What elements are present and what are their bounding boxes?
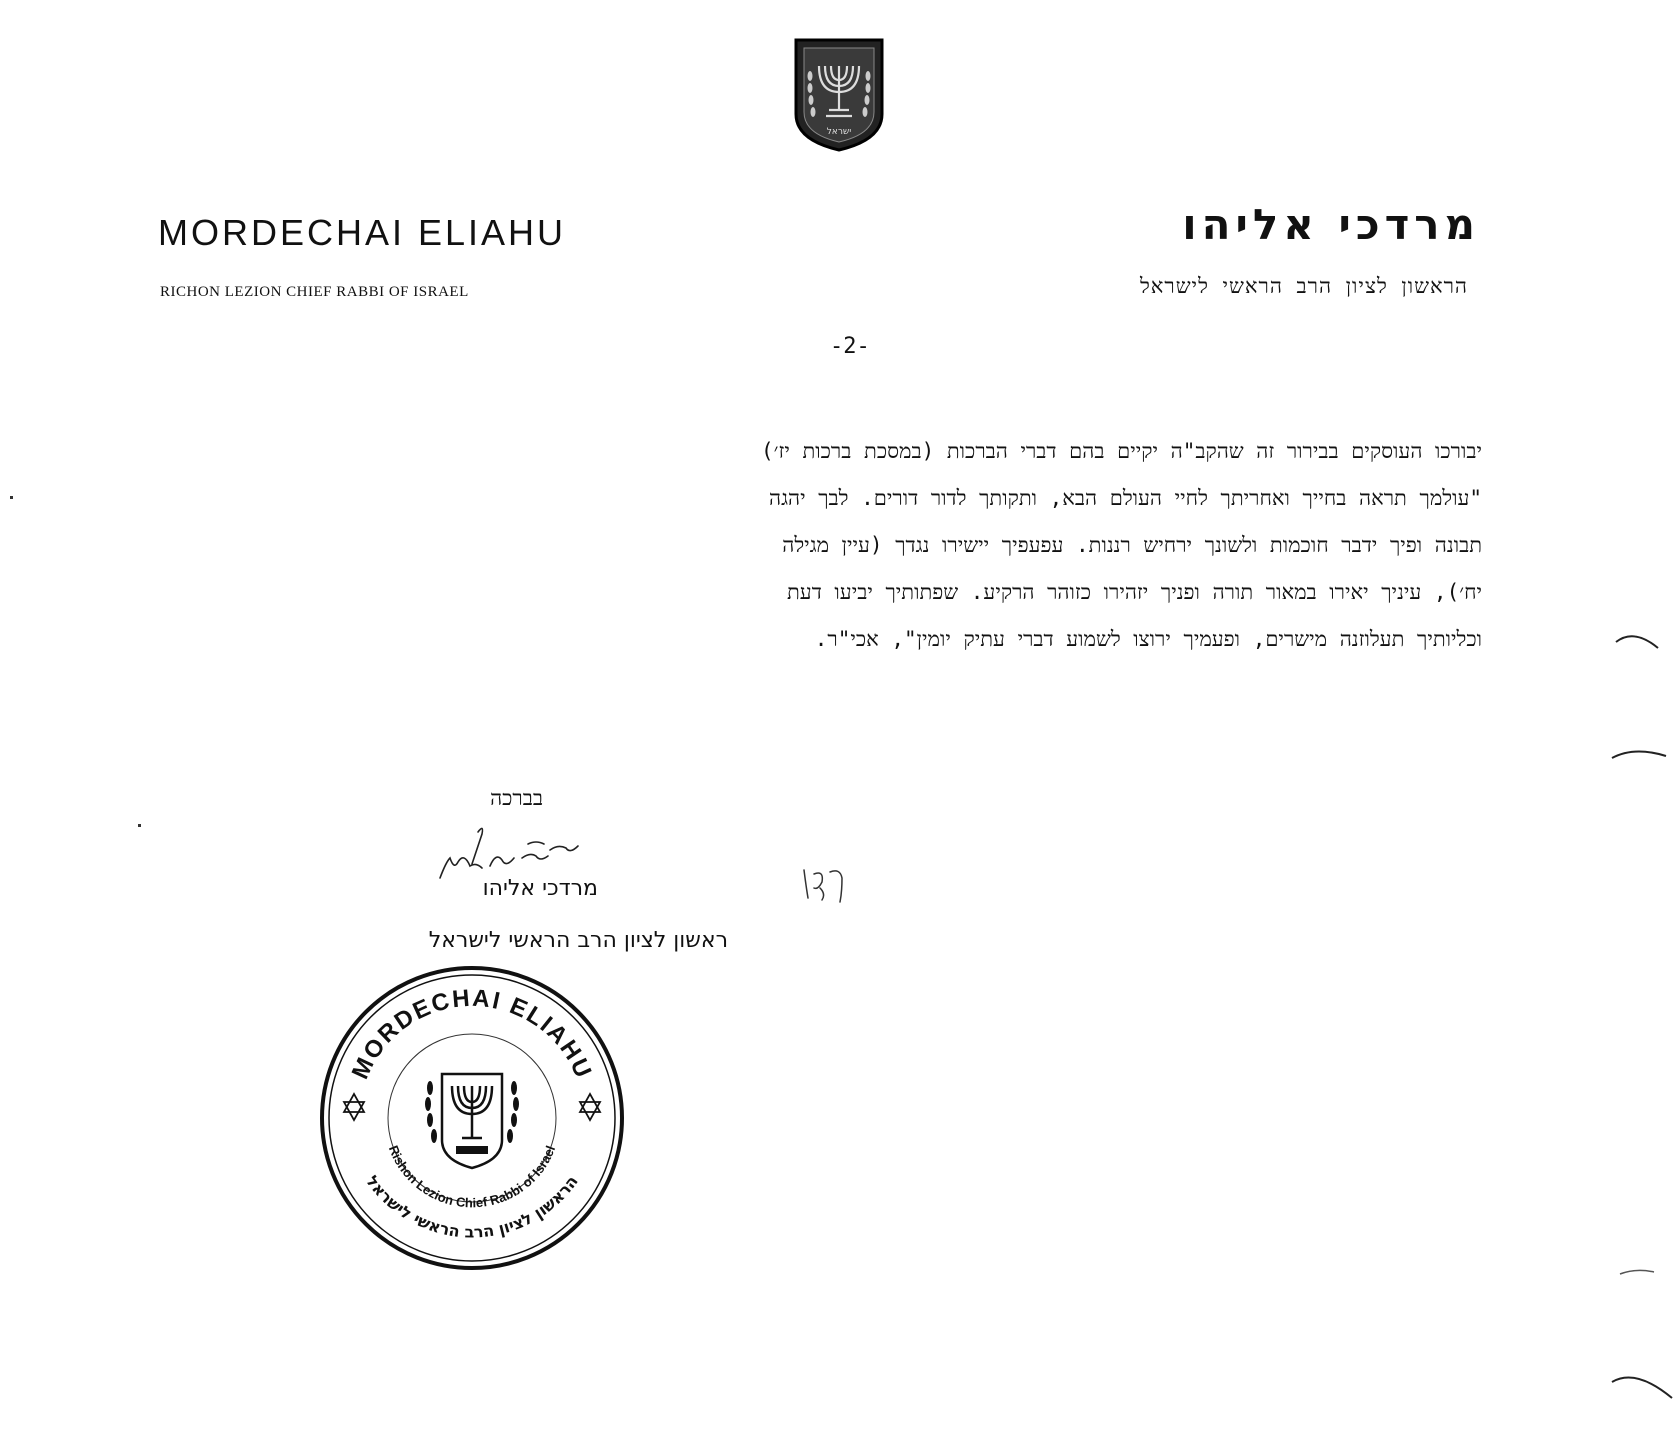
- emblem-label: ישראל: [826, 127, 852, 137]
- handwritten-signature: [410, 822, 600, 882]
- official-seal: [316, 962, 628, 1274]
- seal-outer-he: הראשון לציון הרב הראשי לישראל: [362, 1171, 582, 1242]
- letterhead-title-en: RICHON LEZION CHIEF RABBI OF ISRAEL: [160, 284, 469, 300]
- scan-artifact: [1610, 1368, 1674, 1404]
- seal-outer-en: MORDECHAI ELIAHU: [346, 984, 598, 1084]
- scan-dot: [10, 496, 13, 499]
- body-line: יח׳), עיניך יאירו במאור תורה ופניך יזהירו כזוהר הרקיע. שפתותיך יביעו דעת: [787, 580, 1482, 604]
- page-number: -2-: [830, 334, 870, 359]
- letterhead-title-he: הראשון לציון הרב הראשי לישראל: [1139, 274, 1468, 298]
- handwritten-margin-mark: [800, 862, 848, 906]
- israel-emblem-icon: [792, 36, 886, 154]
- body-line: וכליותיך תעלוזנה מישרים, ופעמיך ירוצו לשמוע דברי עתיק יומין", אכי"ר.: [814, 627, 1482, 651]
- letter-body: [236, 428, 1482, 663]
- letterhead-name-en: MORDECHAI ELIAHU: [158, 212, 567, 253]
- scan-artifact: [1610, 742, 1670, 766]
- scan-artifact: [1618, 1264, 1658, 1280]
- closing-blessing: בברכה: [490, 786, 543, 810]
- scan-dot: [138, 824, 141, 827]
- body-line: יבורכו העוסקים בבירור זה שהקב"ה יקיים בהם דברי הברכות (במסכת ברכות יז׳): [760, 439, 1482, 463]
- scan-artifact: [1614, 622, 1664, 652]
- seal-inner-en: Rishon Lezion Chief Rabbi of Israel: [385, 1143, 559, 1211]
- body-line: "עולמך תראה בחייך ואחריתך לחיי העולם הבא, ותקותך לדור דורים. לבך יהגה: [769, 486, 1482, 510]
- letterhead-name-he: מרדכי אליהו: [1182, 200, 1480, 249]
- seal-menorah-icon: [425, 1074, 519, 1168]
- body-line: תבונה ופיך ידבר חוכמות ולשונך ירחיש רננות. עפעפיך יישירו נגדך (עיין מגילה: [782, 533, 1482, 557]
- signer-title: ראשון לציון הרב הראשי לישראל: [428, 928, 728, 953]
- signer-name: מרדכי אליהו: [482, 876, 598, 901]
